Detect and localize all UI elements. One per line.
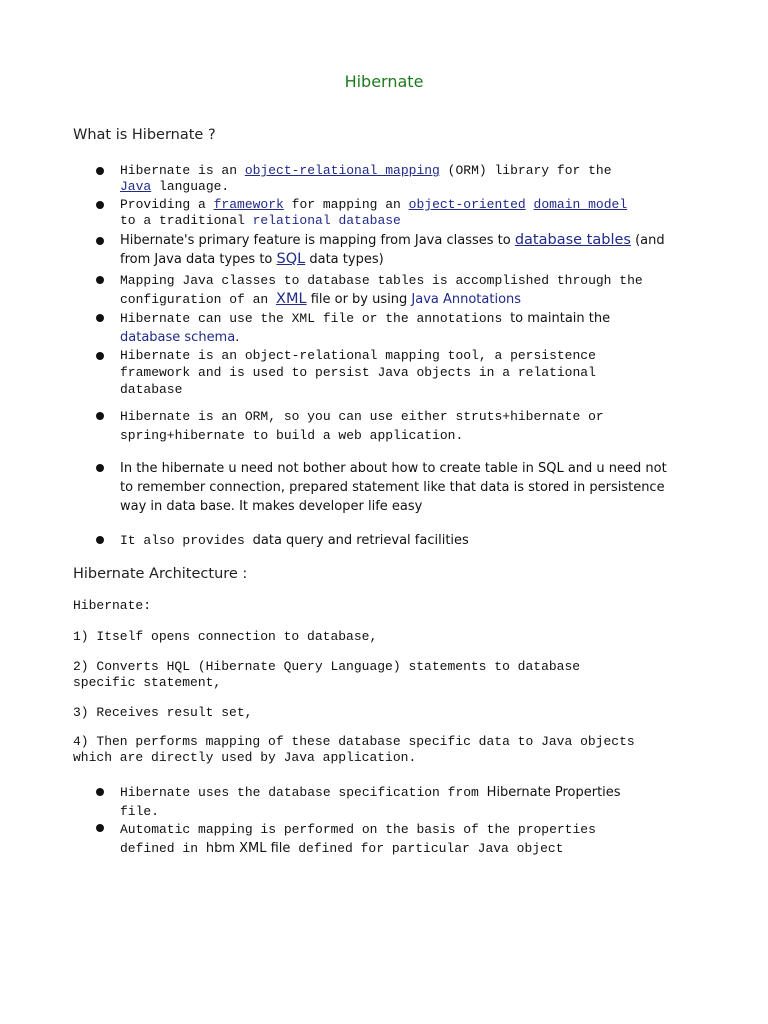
link-java-annotations[interactable]: Java Annotations [411, 292, 522, 307]
bullet-dot [96, 536, 104, 544]
list-item-mapping-classes: Mapping Java classes to database tables is accomplished through the configuration of an XML file or by using Java Annotations [120, 273, 643, 307]
link-object-oriented[interactable]: object-oriented [408, 197, 526, 212]
link-relational-database[interactable]: relational database [252, 213, 401, 228]
link-framework[interactable]: framework [213, 197, 284, 212]
list-item-orm: Hibernate is an object-relational mapping (ORM) library for the Java language. [120, 163, 612, 194]
list-item-struts-spring: Hibernate is an ORM, so you can use either struts+hibernate or spring+hibernate to build a web application. [120, 409, 604, 443]
bullet-dot [96, 464, 104, 472]
bullet-dot [96, 167, 104, 175]
bullet-dot [96, 314, 104, 322]
list-item-orm-tool: Hibernate is an object-relational mapping tool, a persistence framework and is used to persist Java objects in a relational database [120, 348, 596, 397]
list-item-db-specification: Hibernate uses the database specification from Hibernate Properties file. [120, 785, 621, 819]
link-sql[interactable]: SQL [276, 251, 306, 267]
list-item-primary-feature: Hibernate's primary feature is mapping from Java classes to database tables (and from Java data types to SQL data types) [120, 232, 665, 267]
link-object-relational-mapping[interactable]: object-relational mapping [244, 163, 440, 178]
list-item-automatic-mapping: Automatic mapping is performed on the basis of the properties defined in hbm XML file defined for particular Java object [120, 822, 596, 856]
page-title: Hibernate [344, 72, 424, 91]
bullet-dot [96, 788, 104, 796]
paragraph-step-2: 2) Converts HQL (Hibernate Query Language) statements to database specific statement, [73, 659, 581, 690]
list-item-xml-annotations: Hibernate can use the XML file or the annotations to maintain the database schema. [120, 311, 611, 345]
bullet-dot [96, 276, 104, 284]
bullet-dot [96, 201, 104, 209]
section-heading-architecture: Hibernate Architecture : [73, 566, 248, 582]
list-item-framework: Providing a framework for mapping an object-oriented domain model to a traditional relational database [120, 197, 628, 228]
list-item-developer-life: In the hibernate u need not bother about how to create table in SQL and u need not to remember connection, prepared statement like that data is stored in persistence way in data base. It makes developer life easy [120, 461, 667, 514]
bullet-dot [96, 352, 104, 360]
link-java[interactable]: Java [120, 179, 152, 194]
paragraph-step-1: 1) Itself opens connection to database, [73, 629, 378, 644]
paragraph-step-4: 4) Then performs mapping of these database specific data to Java objects which are directly used by Java application. [73, 734, 635, 765]
list-item-query-retrieval: It also provides data query and retrieval facilities [120, 533, 469, 548]
link-database-schema[interactable]: database schema [120, 330, 236, 345]
link-xml[interactable]: XML [276, 291, 307, 307]
paragraph-hibernate-label: Hibernate: [73, 598, 152, 613]
bullet-dot [96, 412, 104, 420]
link-domain-model[interactable]: domain model [533, 197, 628, 212]
section-heading-what-is: What is Hibernate ? [73, 127, 216, 143]
paragraph-step-3: 3) Receives result set, [73, 705, 253, 720]
bullet-dot [96, 824, 104, 832]
bullet-dot [96, 237, 104, 245]
link-database-tables[interactable]: database tables [514, 232, 631, 248]
